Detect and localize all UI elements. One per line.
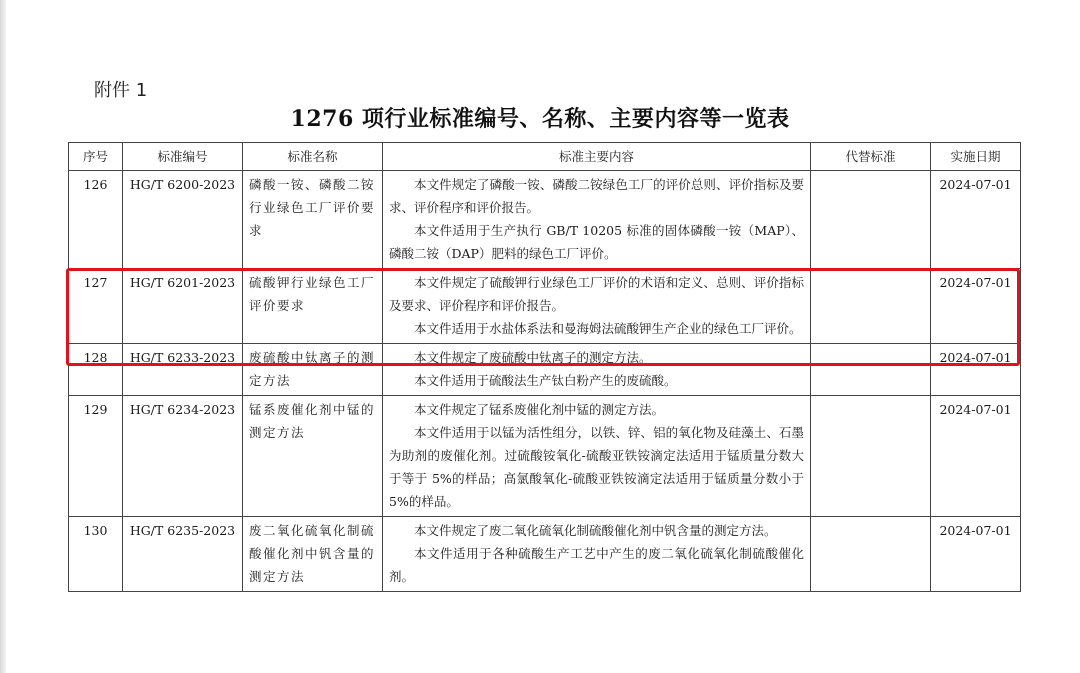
cell-date: 2024-07-01: [931, 171, 1021, 269]
page-edge: [0, 0, 6, 673]
cell-date: 2024-07-01: [931, 396, 1021, 517]
attachment-label: 附件 1: [94, 80, 148, 101]
content-paragraph: 本文件规定了磷酸一铵、磷酸二铵绿色工厂的评价总则、评价指标及要求、评价程序和评价报告。: [389, 177, 804, 215]
cell-code: HG/T 6201-2023: [123, 269, 243, 344]
cell-code: HG/T 6200-2023: [123, 171, 243, 269]
cell-code: HG/T 6233-2023: [123, 344, 243, 396]
table-row: [69, 269, 1021, 344]
content-paragraph: 本文件适用于水盐体系法和曼海姆法硫酸钾生产企业的绿色工厂评价。: [414, 321, 802, 336]
cell-replace: [811, 517, 931, 592]
content-paragraph: 本文件适用于各种硫酸生产工艺中产生的废二氧化硫氧化制硫酸催化剂。: [389, 546, 804, 584]
cell-seq: 126: [69, 171, 123, 269]
table-row: [69, 396, 1021, 517]
header-replace: 代替标准: [811, 143, 931, 171]
cell-seq: 129: [69, 396, 123, 517]
table-row: [69, 171, 1021, 269]
table-header-row: [69, 143, 1021, 171]
content-paragraph: 本文件适用于以锰为活性组分，以铁、锌、铝的氧化物及硅藻土、石墨为助剂的废催化剂。过硫酸铵氧化-硫酸亚铁铵滴定法适用于锰质量分数大于等于 5%的样品；高氯酸氧化-硫酸亚铁铵滴定法适用于锰质量分数小于 5%的样品。: [389, 425, 804, 509]
cell-replace: [811, 171, 931, 269]
cell-date: 2024-07-01: [931, 344, 1021, 396]
cell-content: [383, 269, 811, 344]
content-paragraph: 本文件适用于生产执行 GB/T 10205 标准的固体磷酸一铵（MAP）、磷酸二铵（DAP）肥料的绿色工厂评价。: [389, 223, 804, 261]
standards-table: [68, 142, 1021, 592]
cell-replace: [811, 269, 931, 344]
cell-date: 2024-07-01: [931, 269, 1021, 344]
cell-name: 废二氧化硫氧化制硫酸催化剂中钒含量的测定方法: [243, 517, 383, 592]
document-title: 1276 项行业标准编号、名称、主要内容等一览表: [290, 106, 790, 132]
content-paragraph: 本文件规定了废硫酸中钛离子的测定方法。: [414, 350, 652, 365]
cell-seq: 127: [69, 269, 123, 344]
cell-date: 2024-07-01: [931, 517, 1021, 592]
content-paragraph: 本文件规定了锰系废催化剂中锰的测定方法。: [414, 402, 665, 417]
content-paragraph: 本文件适用于硫酸法生产钛白粉产生的废硫酸。: [414, 373, 677, 388]
cell-seq: 130: [69, 517, 123, 592]
content-paragraph: 本文件规定了硫酸钾行业绿色工厂评价的术语和定义、总则、评价指标及要求、评价程序和评价报告。: [389, 275, 804, 313]
header-date: 实施日期: [931, 143, 1021, 171]
cell-content: [383, 517, 811, 592]
cell-name: 废硫酸中钛离子的测定方法: [243, 344, 383, 396]
cell-name: 硫酸钾行业绿色工厂评价要求: [243, 269, 383, 344]
header-code: 标准编号: [123, 143, 243, 171]
content-paragraph: 本文件规定了废二氧化硫氧化制硫酸催化剂中钒含量的测定方法。: [414, 523, 777, 538]
cell-name: 锰系废催化剂中锰的测定方法: [243, 396, 383, 517]
table-row: [69, 517, 1021, 592]
cell-replace: [811, 396, 931, 517]
header-name: 标准名称: [243, 143, 383, 171]
cell-code: HG/T 6235-2023: [123, 517, 243, 592]
cell-content: [383, 396, 811, 517]
cell-seq: 128: [69, 344, 123, 396]
cell-code: HG/T 6234-2023: [123, 396, 243, 517]
cell-content: [383, 171, 811, 269]
cell-content: [383, 344, 811, 396]
header-content: 标准主要内容: [383, 143, 811, 171]
cell-name: 磷酸一铵、磷酸二铵行业绿色工厂评价要求: [243, 171, 383, 269]
header-seq: 序号: [69, 143, 123, 171]
table-row: [69, 344, 1021, 396]
cell-replace: [811, 344, 931, 396]
